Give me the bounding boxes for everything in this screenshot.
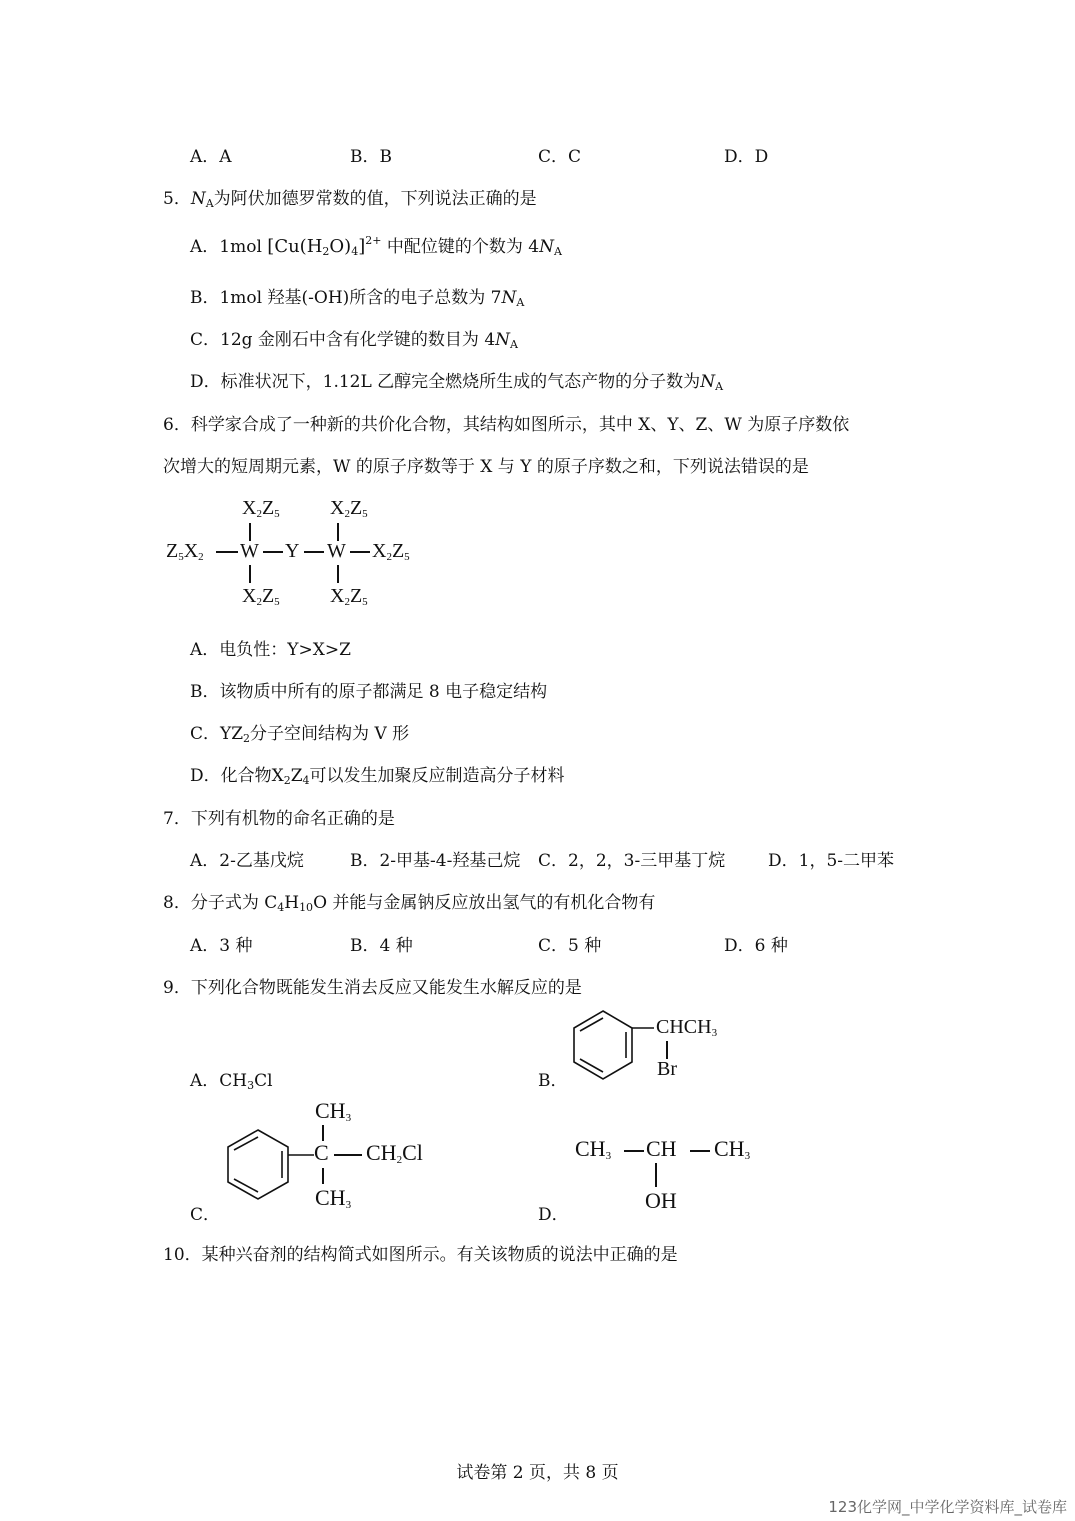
q8-option-a: A．3 种 — [190, 936, 253, 956]
q9-option-d-label: D． — [538, 1205, 569, 1225]
q8-option-b: B．4 种 — [350, 936, 413, 956]
q9-c-ch3-bottom: $CH_3$ — [315, 1185, 352, 1211]
x2z5-top-left: $X_2Z_5$ — [242, 497, 280, 520]
q7-stem: 7．下列有机物的命名正确的是 — [163, 809, 395, 829]
bond-right — [350, 551, 370, 553]
q5-option-b: B．1mol 羟基(-OH)所含的电子总数为 $7N_A$ — [190, 288, 525, 309]
q9-d-oh: OH — [645, 1188, 677, 1213]
q8-stem: 8．分子式为 $C_4H_{10}O$ 并能与金属钠反应放出氢气的有机化合物有 — [163, 893, 656, 914]
q7-option-a: A．2-乙基戊烷 — [190, 851, 304, 871]
q6-stem-line2: 次增大的短周期元素，W 的原子序数等于 X 与 Y 的原子序数之和，下列说法错误的是 — [163, 457, 809, 477]
q9-c-benzene-ring — [220, 1122, 320, 1206]
q5-option-a: A．1mol $[Cu(H_2O)_4]^{2+}$ 中配位键的个数为 $4N_A$ — [190, 234, 562, 258]
x2z5-right: $X_2Z_5$ — [372, 540, 410, 563]
q4-option-d: D．D — [724, 147, 769, 167]
watermark: 123化学网_中学化学资料库_试卷库 — [828, 1498, 1067, 1516]
atom-w-right: W — [327, 540, 346, 562]
q9-option-a: A．$CH_3Cl$ — [190, 1071, 273, 1092]
bond-bottom-right — [337, 565, 339, 583]
q9-b-bond-br — [666, 1041, 668, 1059]
q7-option-d: D．1，5-二甲苯 — [768, 851, 895, 871]
q9-c-bond-bottom — [322, 1168, 324, 1184]
q6-option-c: C．$YZ_2$分子空间结构为 V 形 — [190, 724, 410, 745]
q4-option-c: C．C — [538, 147, 582, 167]
q9-d-bond-oh — [655, 1163, 657, 1187]
q9-option-c-label: C． — [190, 1205, 221, 1225]
bond-bottom-left — [249, 565, 251, 583]
q9-stem: 9．下列化合物既能发生消去反应又能发生水解反应的是 — [163, 978, 582, 998]
q9-c-ch3-top: $CH_3$ — [315, 1098, 352, 1124]
bond-y-w — [304, 551, 324, 553]
q9-b-chch3: $CHCH_3$ — [656, 1016, 718, 1039]
q6-option-d: D．化合物$X_2Z_4$可以发生加聚反应制造高分子材料 — [190, 766, 565, 787]
q7-option-b: B．2-甲基-4-羟基己烷 — [350, 851, 521, 871]
q9-d-ch3-right: $CH_3$ — [714, 1136, 751, 1162]
q9-d-bond-right — [690, 1150, 710, 1152]
q9-b-br: Br — [657, 1058, 677, 1080]
q5-option-c: C．12g 金刚石中含有化学键的数目为 $4N_A$ — [190, 330, 518, 351]
q9-d-bond-left — [624, 1150, 644, 1152]
q9-d-ch3-left: $CH_3$ — [575, 1136, 612, 1162]
q6-stem-line1: 6．科学家合成了一种新的共价化合物，其结构如图所示，其中 X、Y、Z、W 为原子序数依 — [163, 415, 850, 435]
q9-c-ch2cl: $CH_2Cl$ — [366, 1140, 423, 1166]
q6-option-b: B．该物质中所有的原子都满足 8 电子稳定结构 — [190, 682, 548, 702]
q9-c-bond-top — [322, 1125, 324, 1141]
q9-c-bond-right — [334, 1154, 362, 1156]
q10-stem: 10．某种兴奋剂的结构简式如图所示。有关该物质的说法中正确的是 — [163, 1245, 678, 1265]
z5x2-left: $Z_5X_2$ — [166, 540, 204, 563]
bond-w-y — [263, 551, 283, 553]
q8-option-c: C．5 种 — [538, 936, 602, 956]
bond-left — [216, 551, 238, 553]
q9-option-b-label: B． — [538, 1071, 568, 1091]
q5-option-d: D．标准状况下，1.12L 乙醇完全燃烧所生成的气态产物的分子数为$N_A$ — [190, 372, 724, 393]
q9-c-center-c: C — [314, 1140, 329, 1165]
atom-y: Y — [285, 540, 300, 562]
q9-d-ch-center: CH — [646, 1136, 677, 1161]
bond-top-right — [337, 523, 339, 541]
q9-b-benzene-ring — [568, 1005, 668, 1085]
x2z5-top-right: $X_2Z_5$ — [330, 497, 368, 520]
atom-w-left: W — [240, 540, 259, 562]
x2z5-bottom-right: $X_2Z_5$ — [330, 585, 368, 608]
q5-stem: 5．$N_A$为阿伏加德罗常数的值，下列说法正确的是 — [163, 189, 537, 210]
q8-option-d: D．6 种 — [724, 936, 788, 956]
q4-option-a: A．A — [190, 147, 232, 167]
page-footer: 试卷第 2 页，共 8 页 — [456, 1463, 619, 1483]
q6-option-a: A．电负性：Y>X>Z — [190, 640, 351, 660]
q4-option-b: B．B — [350, 147, 392, 167]
q7-option-c: C．2，2，3-三甲基丁烷 — [538, 851, 726, 871]
bond-top-left — [249, 523, 251, 541]
x2z5-bottom-left: $X_2Z_5$ — [242, 585, 280, 608]
